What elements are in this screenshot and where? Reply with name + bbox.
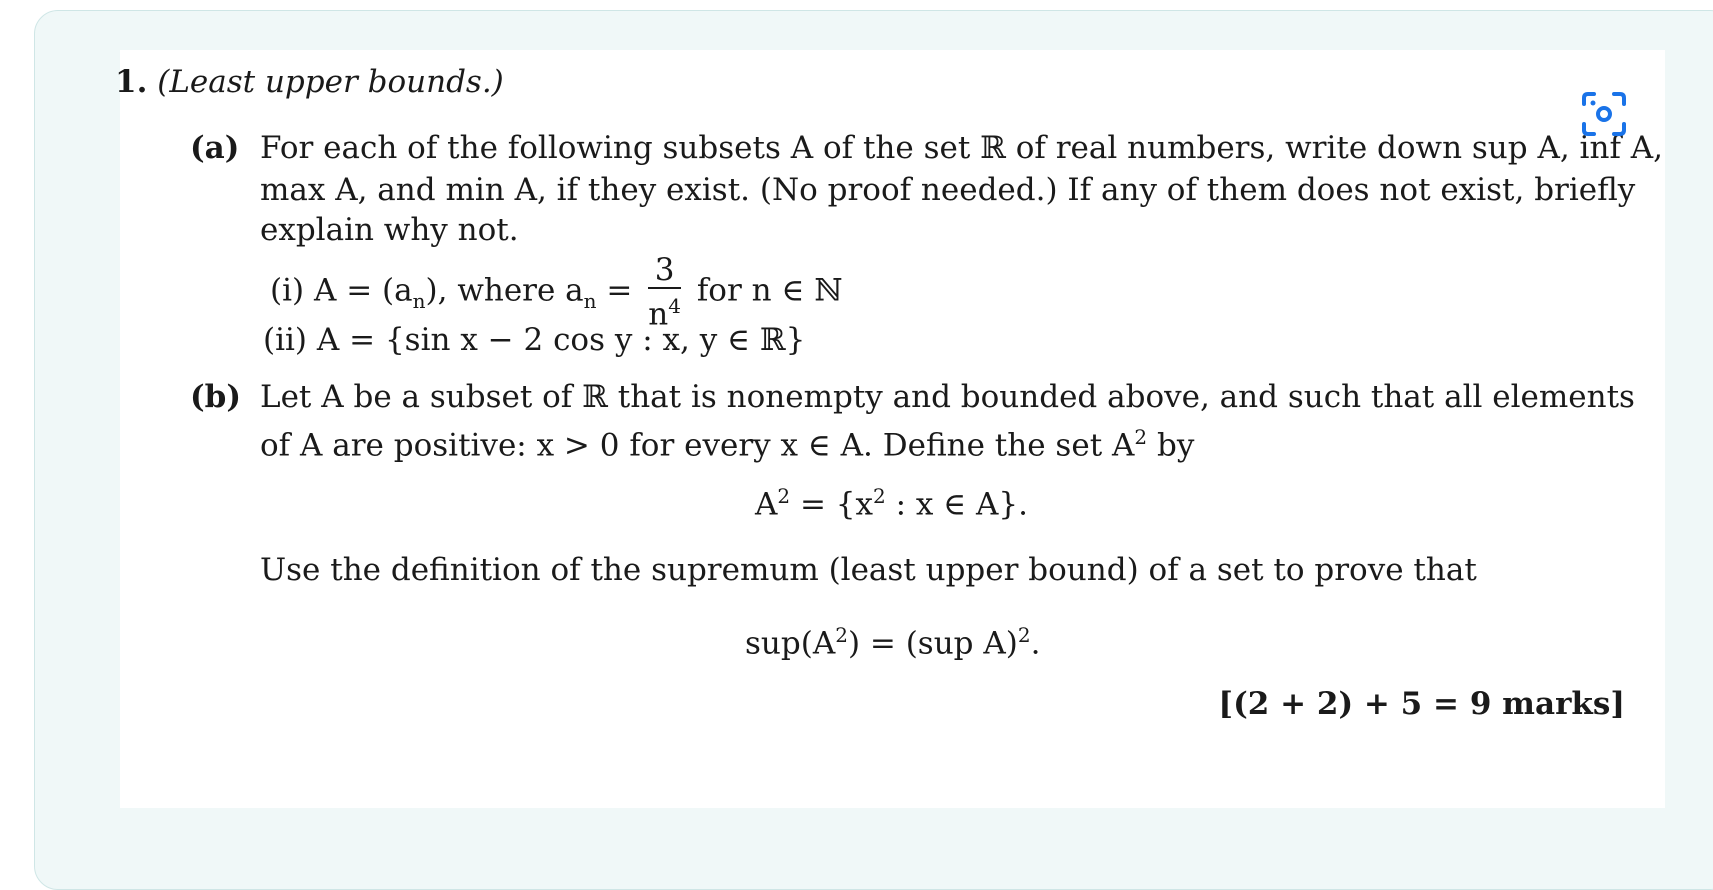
item-i-mid: ), where a [425, 272, 584, 309]
part-b-line3: Use the definition of the supremum (least upper bound) of a set to prove that [260, 552, 1477, 588]
equation-a-squared [755, 476, 1028, 524]
item-ii [263, 320, 805, 360]
fraction-den-base: n [648, 296, 669, 333]
question-heading [115, 62, 504, 102]
fraction-den-sup: 4 [668, 294, 681, 318]
part-a-line1: For each of the following subsets A of the set ℝ of real numbers, write down sup A, inf A, [260, 130, 1664, 166]
eq2-c: . [1030, 625, 1041, 662]
part-a-line2: max A, and min A, if they exist. (No proof needed.) If any of them does not exist, briefly [260, 172, 1636, 208]
item-ii-label: (ii) [263, 322, 308, 358]
eq2-sup: 2 [835, 623, 848, 647]
item-i-tail: for n ∈ ℕ [696, 272, 843, 309]
item-i-label: (i) [270, 272, 305, 309]
eq1-sup2: 2 [873, 484, 886, 508]
part-b-line2-a: of A are positive: x > 0 for every x ∈ A. Define the set A [260, 427, 1135, 464]
visual-search-icon[interactable] [1578, 88, 1630, 140]
part-a-label: (a) [190, 130, 240, 166]
question-title: (Least upper bounds.) [157, 64, 504, 100]
question-sheet [115, 50, 1665, 808]
eq1-a: A [755, 486, 778, 523]
eq1-sup: 2 [777, 484, 791, 508]
part-b-line2-b: by [1147, 427, 1195, 464]
eq2-b: ) = (sup A) [847, 625, 1018, 662]
eq1-b: = {x [790, 486, 874, 523]
part-b-line1: Let A be a subset of ℝ that is nonempty and bounded above, and such that all elements [260, 379, 1635, 415]
eq1-c: : x ∈ A}. [885, 486, 1029, 523]
item-i-text: A = (a [313, 272, 413, 309]
question-number: 1. [115, 64, 148, 100]
item-i-eq: = [596, 272, 633, 309]
part-a-line3: explain why not. [260, 212, 519, 248]
fraction-numerator: 3 [648, 253, 681, 289]
part-b-line2-sup: 2 [1134, 425, 1148, 449]
part-b-line2 [260, 417, 1194, 465]
marks: [(2 + 2) + 5 = 9 marks] [1218, 686, 1625, 722]
eq2-a: sup(A [745, 625, 836, 662]
item-ii-text: A = {sin x − 2 cos y : x, y ∈ ℝ} [316, 322, 806, 358]
equation-sup [745, 615, 1040, 663]
eq2-sup2: 2 [1017, 623, 1031, 647]
part-b-label: (b) [190, 379, 242, 415]
item-i-sub: n [412, 288, 426, 313]
item-i-mid-sub: n [583, 288, 597, 313]
